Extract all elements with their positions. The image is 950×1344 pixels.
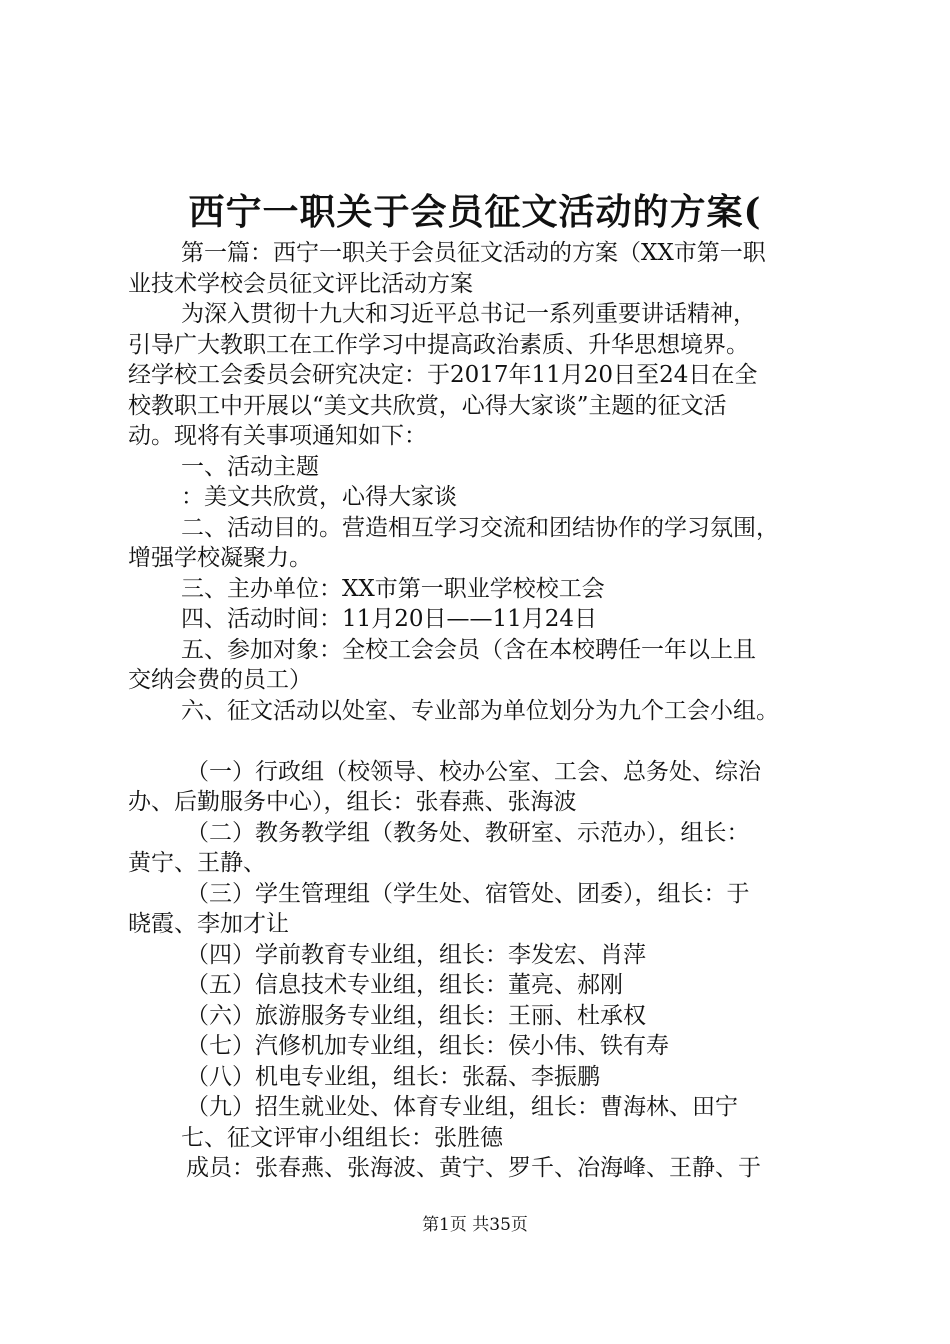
- paragraph-line: 晓霞、李加才让: [128, 911, 289, 937]
- list-item: （七）汽修机加专业组，组长：侯小伟、铁有寿: [186, 1033, 669, 1059]
- blank-line: [128, 726, 846, 757]
- paragraph-line: 成员：张春燕、张海波、黄宁、罗千、冶海峰、王静、于: [186, 1155, 761, 1181]
- paragraph-line: 业技术学校会员征文评比活动方案: [128, 270, 473, 297]
- list-item: （五）信息技术专业组，组长：董亮、郝刚: [186, 972, 623, 998]
- list-item: （三）学生管理组（学生处、宿管处、团委），组长：于: [186, 880, 750, 907]
- paragraph-line: 黄宁、王静、: [128, 850, 266, 876]
- paragraph-line: 为深入贯彻十九大和习近平总书记一系列重要讲话精神，: [181, 301, 756, 327]
- section-heading: 五、参加对象：全校工会会员（含在本校聘任一年以上且: [181, 636, 756, 663]
- document-body: [128, 238, 846, 1184]
- paragraph-line: 办、后勤服务中心），组长：张春燕、张海波: [128, 789, 577, 815]
- paragraph-line: 引导广大教职工在工作学习中提高政治素质、升华思想境界。: [128, 331, 749, 358]
- section-heading: 七、征文评审小组组长：张胜德: [181, 1124, 503, 1151]
- list-item: （二）教务教学组（教务处、教研室、示范办），组长：: [186, 819, 750, 846]
- list-item: （一）行政组（校领导、校办公室、工会、总务处、综治: [186, 758, 761, 785]
- page-footer: 第1页 共35页: [422, 1215, 528, 1235]
- section-heading: 三、主办单位：XX市第一职业学校校工会: [181, 575, 605, 602]
- paragraph-line: ：美文共欣赏，心得大家谈: [181, 484, 457, 510]
- paragraph-line: 经学校工会委员会研究决定：于2017年11月20日至24日在全: [128, 362, 758, 388]
- list-item: （八）机电专业组，组长：张磊、李振鹏: [186, 1063, 600, 1090]
- paragraph-line: 校教职工中开展以“美文共欣赏，心得大家谈”主题的征文活: [128, 392, 727, 419]
- section-heading: 四、活动时间：11月20日——11月24日: [181, 606, 598, 632]
- paragraph-line: 动。现将有关事项通知如下：: [128, 423, 427, 449]
- section-heading: 一、活动主题: [181, 453, 319, 480]
- paragraph-line: 增强学校凝聚力。: [128, 545, 312, 571]
- list-item: （九）招生就业处、体育专业组，组长：曹海林、田宁: [186, 1094, 738, 1120]
- list-item: （四）学前教育专业组，组长：李发宏、肖萍: [186, 941, 646, 968]
- document-title: 西宁一职关于会员征文活动的方案(: [188, 191, 762, 233]
- paragraph-line: 第一篇：西宁一职关于会员征文活动的方案（XX市第一职: [181, 240, 766, 266]
- list-item: （六）旅游服务专业组，组长：王丽、杜承权: [186, 1002, 646, 1029]
- paragraph-line: 交纳会费的员工）: [128, 667, 312, 693]
- section-heading: 六、征文活动以处室、专业部为单位划分为九个工会小组。: [181, 697, 779, 724]
- section-heading: 二、活动目的。营造相互学习交流和团结协作的学习氛围，: [181, 514, 779, 541]
